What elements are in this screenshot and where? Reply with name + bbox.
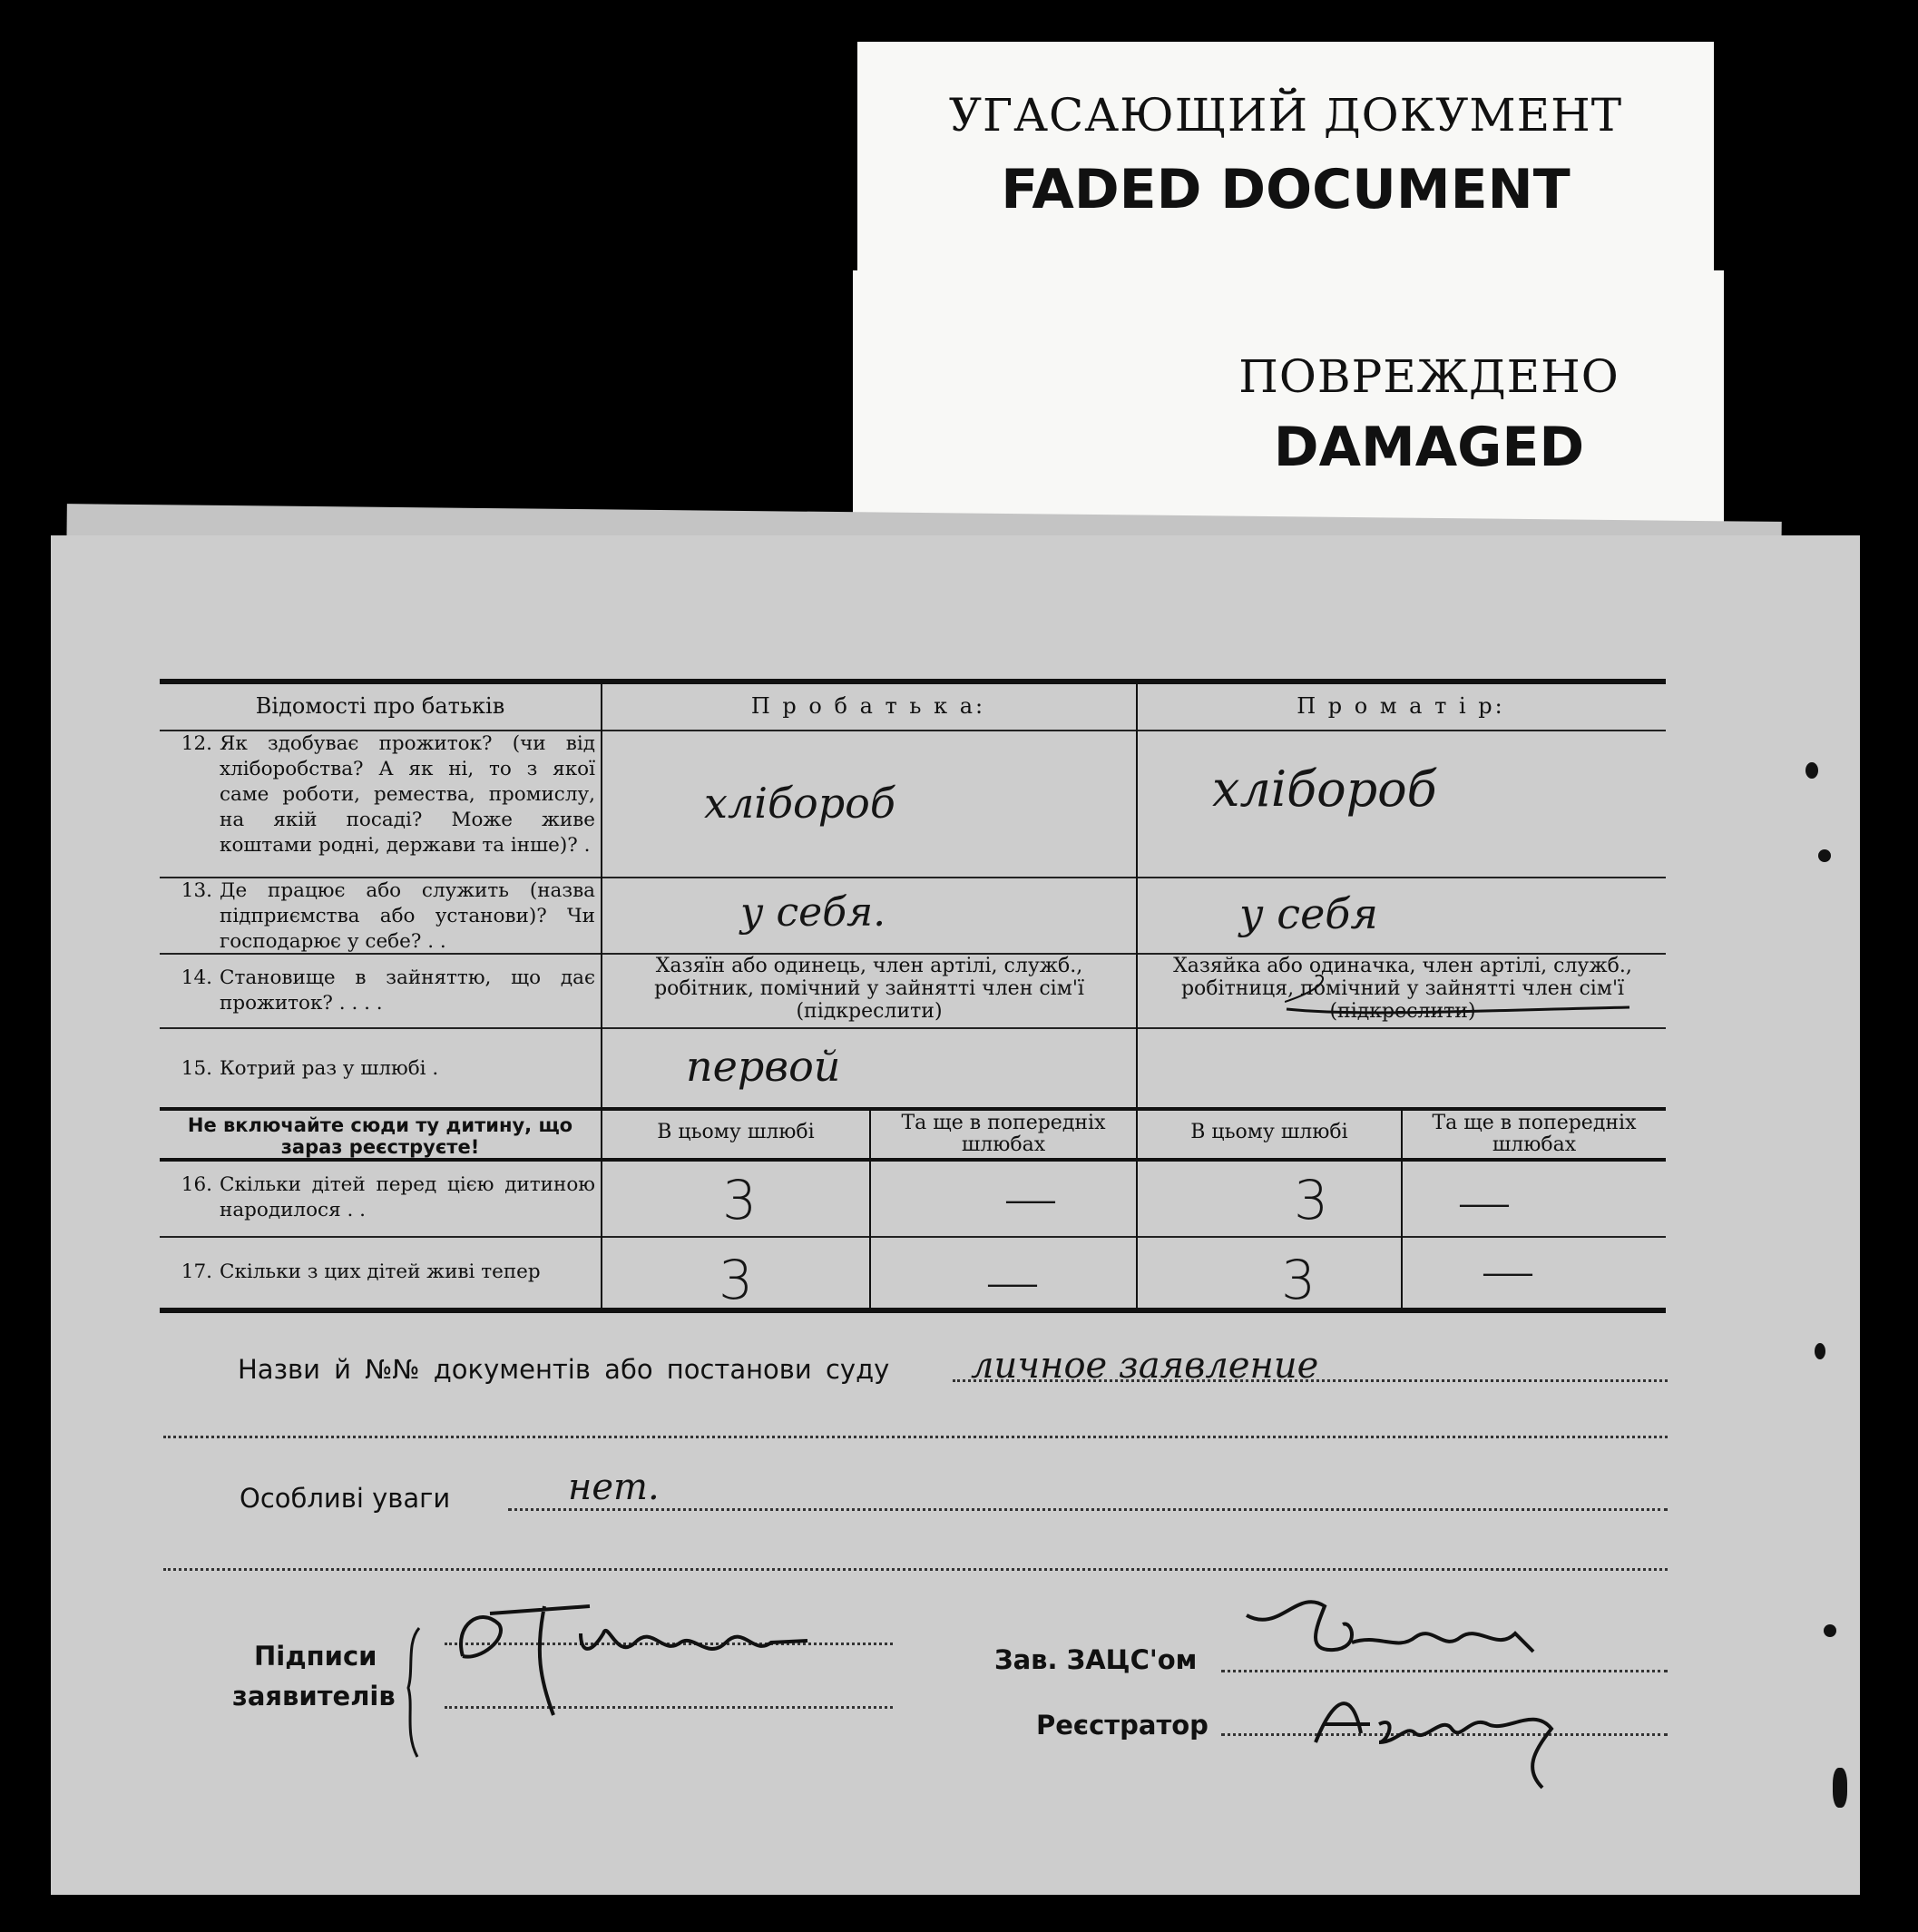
q16-father-prev: — [1003,1167,1058,1231]
q12-father-answer: хлібороб [704,779,895,828]
documents-line-2 [163,1436,1668,1438]
remarks-label: Особливі уваги [240,1483,451,1514]
remarks-line-1 [508,1508,1668,1511]
q17-father-prev: — [985,1250,1040,1314]
remarks-value: нет. [568,1466,660,1508]
registrar-label: Реєстратор [1036,1710,1209,1741]
zags-head-signature [1243,1579,1542,1670]
q17-text: Скільки з цих дітей живі тепер [220,1260,541,1283]
header-parents-info: Відомості про батьків [255,693,505,719]
question-12 [160,731,595,858]
faded-document-label [857,42,1714,281]
edge-hole-5 [1833,1768,1847,1808]
edge-hole-3 [1815,1343,1825,1359]
q12-number: 12. [181,732,212,755]
documents-label: Назви й №№ документів або постанови суду [238,1354,890,1385]
applicants-signatures-label-2: заявителів [232,1681,396,1711]
damaged-document-label [853,270,1724,535]
documents-value: личное заявление [971,1345,1319,1387]
q17-mother-prev: — [1481,1240,1535,1303]
registrar-signature [1306,1679,1579,1797]
header-about-mother: П р о м а т і р: [1297,693,1505,719]
parents-info-table [160,679,1666,1316]
q13-text: Де працює або служить (назва підприємства або установи)? Чи господарює у себе? . . [220,879,595,953]
question-17 [160,1260,601,1285]
q12-text: Як здобуває прожиток? (чи від хліборобства? А як ні, то з якої саме роботи, ремества, промислу, на якій посаді? Може живе коштами родні, держави та інше)? . [220,732,595,857]
q14-father-underline-note: (підкреслити) [796,1000,943,1023]
faded-label-en: FADED DOCUMENT [1001,158,1571,221]
zags-head-label: Зав. ЗАЦС'ом [994,1644,1198,1675]
q16-father-this: 3 [722,1169,758,1232]
q14-text: Становище в зайняттю, що дає прожиток? . . . . [220,966,595,1015]
q15-father-answer: первой [686,1042,841,1091]
q17-number: 17. [181,1260,212,1283]
question-14 [160,966,595,1016]
edge-hole-2 [1818,849,1831,862]
q15-number: 15. [181,1057,212,1080]
q14-mother-underline-mark [1285,975,1648,1020]
q13-number: 13. [181,879,212,902]
q17-mother-this: 3 [1281,1249,1316,1312]
edge-hole-1 [1805,762,1818,779]
header-about-father: П р о б а т ь к а: [750,693,986,719]
q16-mother-this: 3 [1294,1169,1329,1232]
q16-mother-prev: — [1457,1171,1512,1234]
q16-number: 16. [181,1173,212,1196]
applicant-signature [445,1570,826,1724]
question-16 [160,1172,595,1223]
remarks-line-2 [163,1568,1668,1571]
faded-label-ru: УГАСАЮЩИЙ ДОКУМЕНТ [948,89,1623,142]
q15-text: Котрий раз у шлюбі . [220,1057,439,1080]
q13-mother-answer: у себя [1239,889,1378,938]
q12-mother-answer: хлібороб [1212,760,1437,818]
question-15 [160,1056,595,1082]
q13-father-answer: у себя. [740,889,886,936]
table-bottom-rule [160,1308,1666,1313]
q14-father-options: Хазяїн або одинець, член артілі, служб., робітник, помічний у зайнятті член сім'ї [654,955,1084,1000]
applicants-signatures-label-1: Підписи [254,1641,377,1672]
mother-this-marriage-header: В цьому шлюбі [1190,1121,1348,1143]
children-warning: Не включайте сюди ту дитину, що зараз реєструєте! [187,1114,573,1158]
edge-hole-4 [1824,1624,1836,1637]
table-top-rule [160,679,1666,684]
father-previous-marriages-header: Та ще в попередніх шлюбах [901,1112,1106,1156]
zags-head-signature-line [1221,1670,1668,1672]
q14-mother-underline-note: (підкреслити) [1329,1000,1476,1023]
mother-previous-marriages-header: Та ще в попередніх шлюбах [1432,1112,1637,1156]
q14-mother-options: Хазяйка або одиначка, член артілі, служб., робітниця, помічний у зайнятті член сім'ї [1173,955,1632,1000]
applicants-brace [399,1624,426,1760]
documents-line-1 [953,1379,1668,1382]
q16-text: Скільки дітей перед цією дитиною народилося . . [220,1173,595,1221]
q14-number: 14. [181,966,212,989]
q17-father-this: 3 [719,1249,754,1312]
father-this-marriage-header: В цьому шлюбі [657,1121,815,1143]
damaged-label-en: DAMAGED [1273,416,1585,479]
damaged-label-ru: ПОВРЕЖДЕНО [1238,350,1620,403]
question-13 [160,878,595,955]
